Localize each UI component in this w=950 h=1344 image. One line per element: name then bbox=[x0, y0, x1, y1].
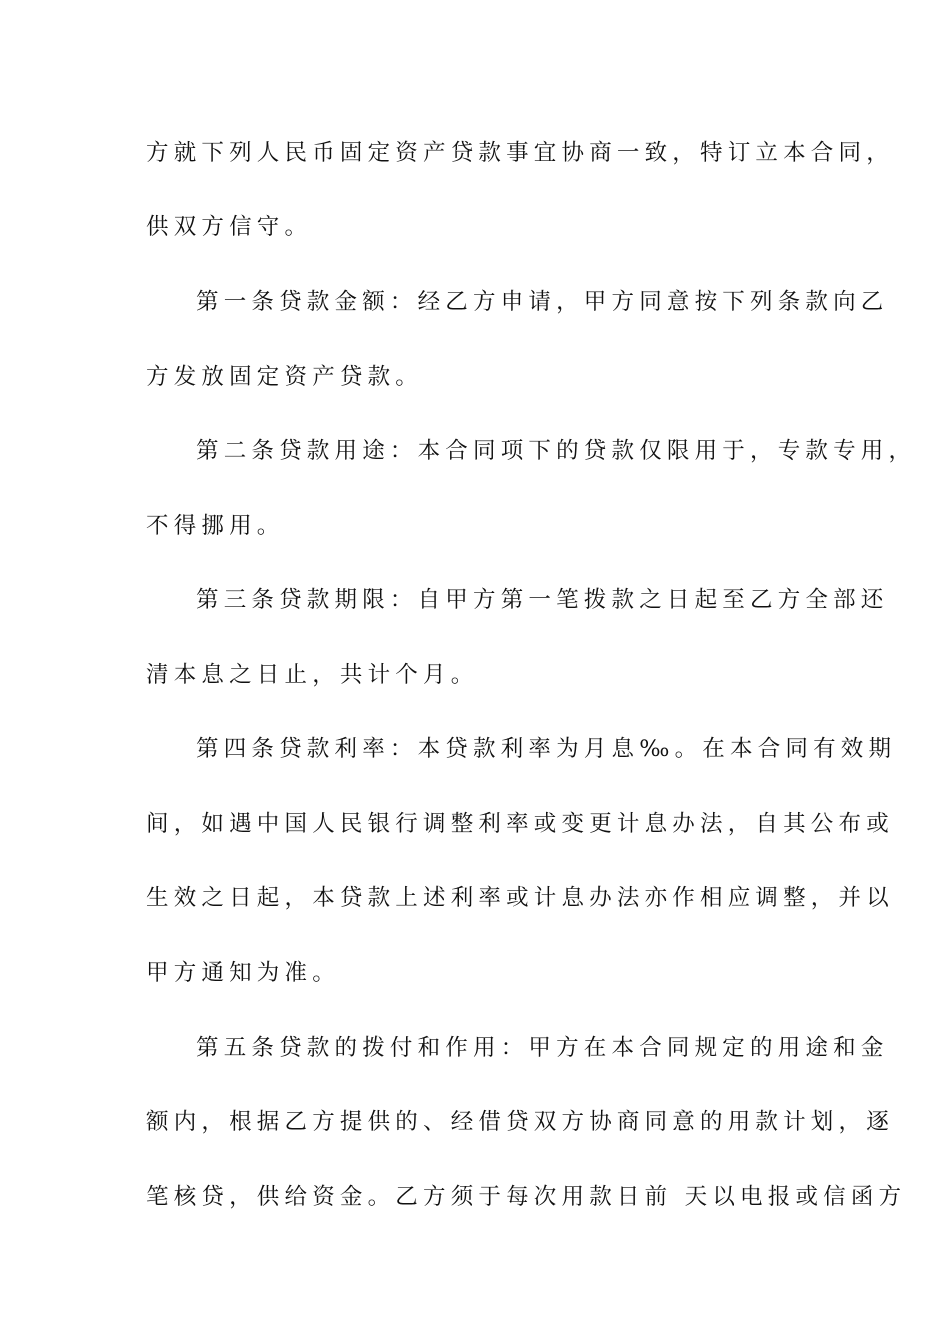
text-line: 供双方信守。 bbox=[146, 214, 313, 240]
text-line: 方发放固定资产贷款。 bbox=[146, 364, 424, 390]
article-4-heading-line: 第四条贷款利率：本贷款利率为月息‰。在本合同有效期 bbox=[196, 736, 897, 762]
article-2-heading-line: 第二条贷款用途：本合同项下的贷款仅限用于，专款专用， bbox=[196, 438, 917, 464]
text-line: 生效之日起，本贷款上述利率或计息办法亦作相应调整，并以 bbox=[146, 885, 894, 911]
text-line: 笔核贷，供给资金。乙方须于每次用款日前 天以电报或信函方 bbox=[146, 1184, 907, 1210]
text-line: 清本息之日止，共计个月。 bbox=[146, 662, 479, 688]
article-5-heading-line: 第五条贷款的拨付和作用：甲方在本合同规定的用途和金 bbox=[196, 1035, 889, 1061]
article-1-heading-line: 第一条贷款金额：经乙方申请，甲方同意按下列条款向乙 bbox=[196, 289, 889, 315]
text-line: 额内，根据乙方提供的、经借贷双方协商同意的用款计划，逐 bbox=[146, 1109, 894, 1135]
text-line: 间，如遇中国人民银行调整利率或变更计息办法，自其公布或 bbox=[146, 811, 894, 837]
text-line: 甲方通知为准。 bbox=[146, 960, 340, 986]
text-line: 方就下列人民币固定资产贷款事宜协商一致，特订立本合同， bbox=[146, 140, 894, 166]
text-line: 不得挪用。 bbox=[146, 513, 285, 539]
article-3-heading-line: 第三条贷款期限：自甲方第一笔拨款之日起至乙方全部还 bbox=[196, 587, 889, 613]
